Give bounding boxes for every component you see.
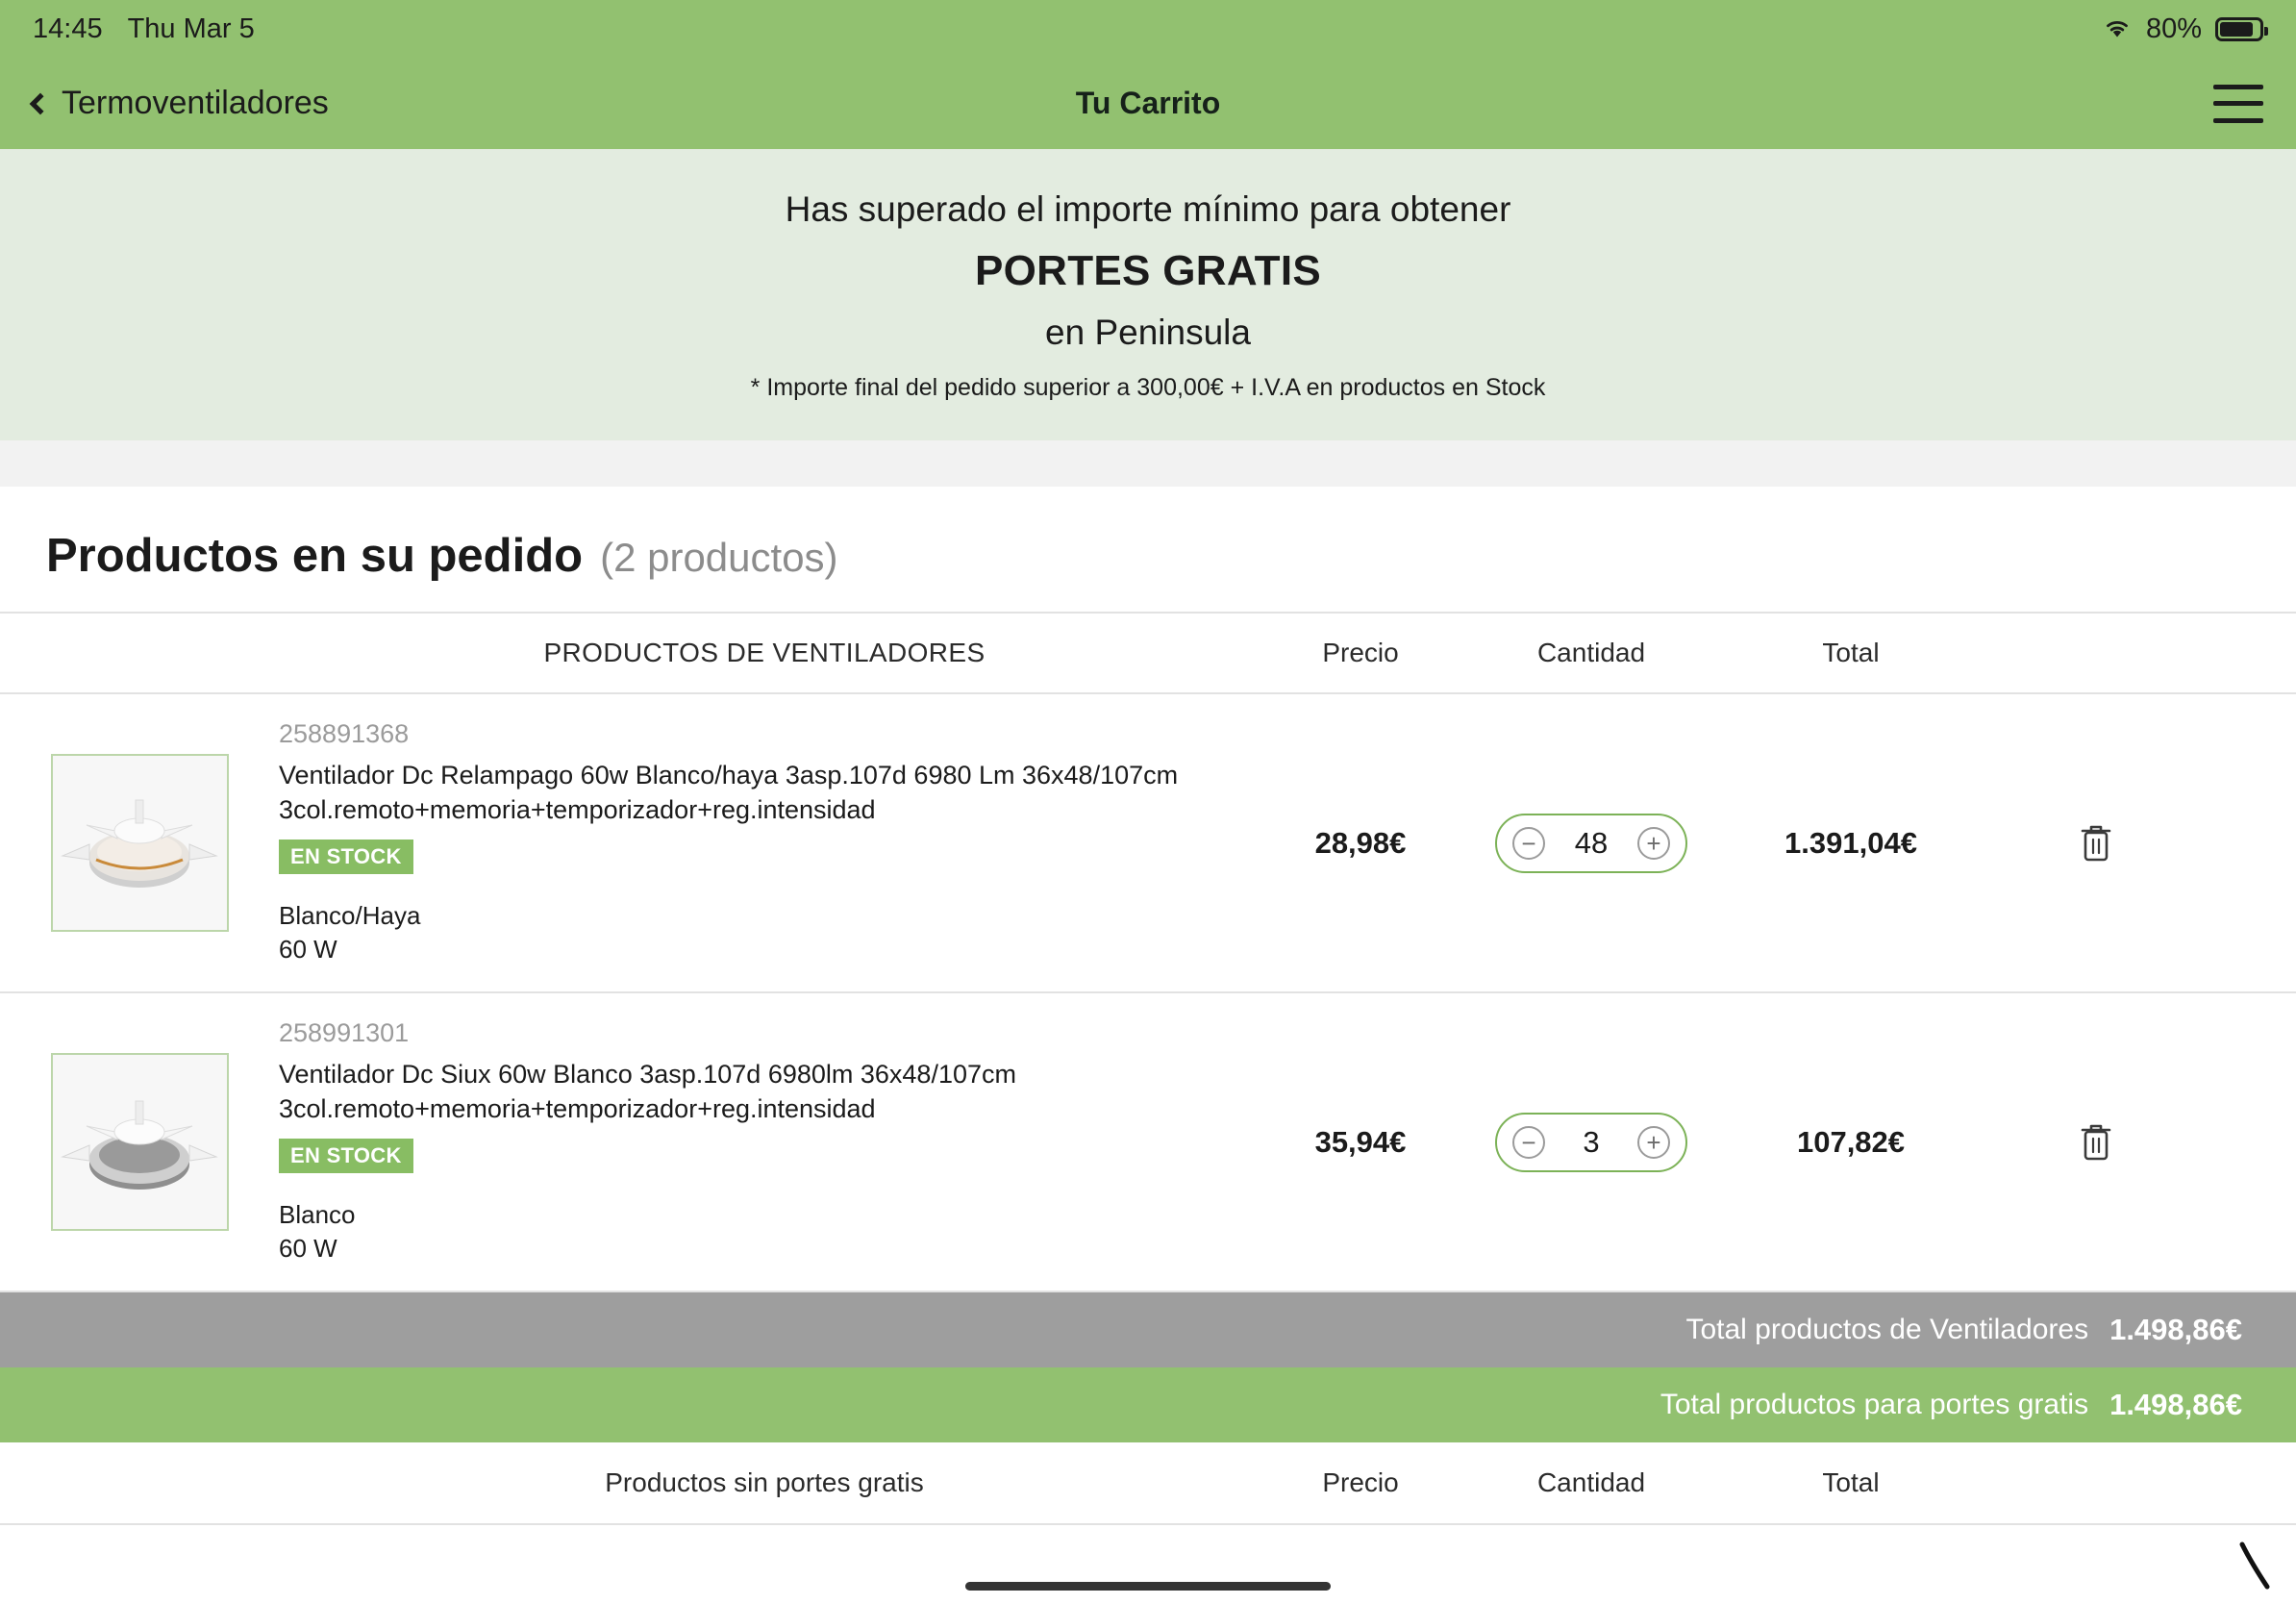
- table-row: [0, 694, 2296, 993]
- table-row: [0, 993, 2296, 1292]
- total-products-label: Total productos de Ventiladores: [1685, 1314, 2089, 1345]
- status-date: Thu Mar 5: [127, 13, 255, 44]
- back-button[interactable]: [33, 85, 329, 122]
- quantity-cell: [1471, 1113, 1711, 1172]
- section-header: [0, 487, 2296, 612]
- status-time: 14:45: [33, 13, 103, 44]
- minus-icon[interactable]: −: [1512, 827, 1545, 860]
- free-shipping-total-amount: 1.498,86€: [2109, 1388, 2242, 1421]
- status-bar: [0, 0, 2296, 58]
- plus-icon[interactable]: +: [1637, 1126, 1670, 1159]
- chevron-left-icon: [30, 92, 52, 114]
- delete-cell: [1990, 821, 2202, 865]
- product-price: 28,98€: [1314, 825, 1407, 860]
- section-title-text: Productos en su pedido: [46, 530, 584, 582]
- trash-icon[interactable]: [2077, 821, 2115, 865]
- status-badge: EN STOCK: [279, 1139, 413, 1173]
- product-sku: 258991301: [279, 1018, 410, 1047]
- promo-region: en Peninsula: [1045, 313, 1251, 352]
- header-price: Precio: [1322, 638, 1399, 667]
- quantity-value[interactable]: 3: [1583, 1124, 1600, 1159]
- cursor-pointer: [2236, 1539, 2275, 1591]
- plus-icon[interactable]: +: [1637, 827, 1670, 860]
- section-product-count: (2 productos): [600, 535, 838, 580]
- header-quantity: Cantidad: [1536, 638, 1646, 667]
- promo-headline: PORTES GRATIS: [974, 247, 1321, 294]
- quantity-stepper[interactable]: [1495, 1113, 1687, 1172]
- product-variant: [279, 899, 1221, 966]
- product-line-total: 1.391,04€: [1784, 825, 1917, 860]
- product-sku: 258891368: [279, 719, 410, 748]
- promo-line-1: Has superado el importe mínimo para obtener: [785, 189, 1511, 229]
- promo-note: * Importe final del pedido superior a 300,00€ + I.V.A en productos en Stock: [750, 374, 1546, 401]
- battery-percent: 80%: [2145, 13, 2202, 44]
- cart-table-header: [0, 612, 2296, 694]
- product-thumbnail-cell: [0, 1053, 279, 1231]
- product-variant: [279, 1198, 1221, 1266]
- wifi-icon: [2102, 17, 2133, 40]
- variant-power: 60 W: [279, 1233, 337, 1263]
- total-products-bar: [0, 1292, 2296, 1367]
- product-info: [279, 1018, 1250, 1266]
- free-shipping-total-label: Total productos para portes gratis: [1660, 1389, 2089, 1420]
- battery-icon: [2215, 17, 2263, 41]
- header-total: Total: [1822, 638, 1880, 667]
- status-badge: EN STOCK: [279, 840, 413, 874]
- variant-color: Blanco/Haya: [279, 900, 421, 930]
- nav-bar: [0, 58, 2296, 149]
- free-shipping-banner: [0, 149, 2296, 440]
- delete-cell: [1990, 1120, 2202, 1165]
- product-image: [51, 754, 229, 932]
- back-button-label: Termoventiladores: [62, 85, 329, 121]
- footer-header-name: Productos sin portes gratis: [605, 1467, 924, 1497]
- product-line-total: 107,82€: [1796, 1124, 1906, 1159]
- product-price: 35,94€: [1314, 1124, 1407, 1159]
- quantity-cell: [1471, 814, 1711, 873]
- product-name[interactable]: Ventilador Dc Siux 60w Blanco 3asp.107d 6980lm 36x48/107cm 3col.remoto+memoria+temporizador+reg.intensidad: [279, 1060, 1016, 1123]
- product-name[interactable]: Ventilador Dc Relampago 60w Blanco/haya 3asp.107d 6980 Lm 36x48/107cm 3col.remoto+memoria+temporizador+reg.intensidad: [279, 761, 1179, 824]
- free-shipping-total-bar: [0, 1367, 2296, 1442]
- trash-icon[interactable]: [2077, 1120, 2115, 1165]
- product-image: [51, 1053, 229, 1231]
- footer-header-total: Total: [1822, 1467, 1880, 1497]
- footer-header-price: Precio: [1322, 1467, 1399, 1497]
- page-title: Tu Carrito: [1075, 86, 1221, 120]
- non-free-shipping-table-header: [0, 1442, 2296, 1525]
- variant-color: Blanco: [279, 1199, 356, 1229]
- product-info: [279, 719, 1250, 966]
- footer-header-quantity: Cantidad: [1536, 1467, 1646, 1497]
- status-bar-right: [2102, 13, 2263, 45]
- product-thumbnail-cell: [0, 754, 279, 932]
- minus-icon[interactable]: −: [1512, 1126, 1545, 1159]
- quantity-stepper[interactable]: [1495, 814, 1687, 873]
- home-indicator: [965, 1582, 1331, 1591]
- status-bar-left: [33, 13, 255, 45]
- quantity-value[interactable]: 48: [1574, 825, 1609, 860]
- banner-divider: [0, 440, 2296, 487]
- variant-power: 60 W: [279, 934, 337, 964]
- total-products-amount: 1.498,86€: [2109, 1313, 2242, 1346]
- hamburger-icon[interactable]: [2213, 85, 2263, 123]
- header-product-name: PRODUCTOS DE VENTILADORES: [543, 638, 986, 667]
